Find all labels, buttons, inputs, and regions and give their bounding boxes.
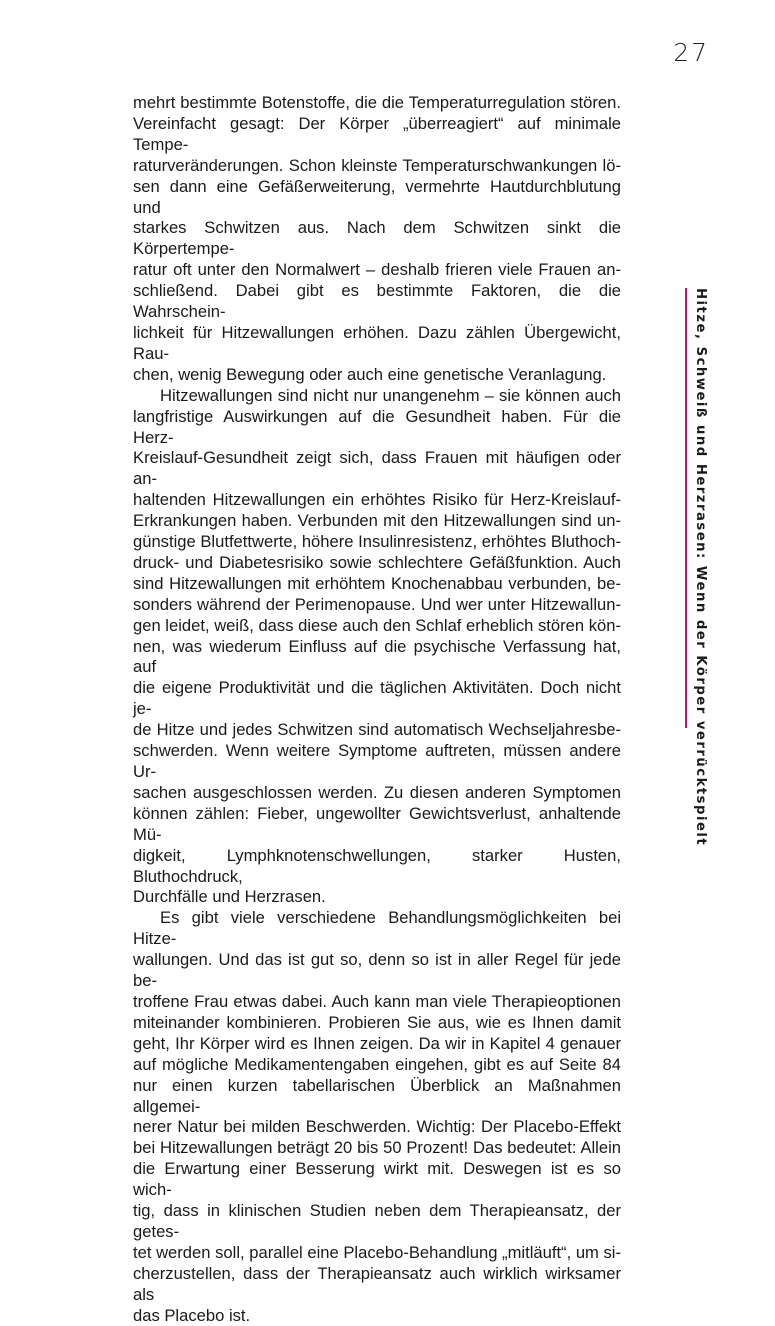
text-line: miteinander kombinieren. Probieren Sie aus, wie es Ihnen damit [133,1012,621,1032]
text-line: nerer Natur bei milden Beschwerden. Wichtig: Der Placebo-Effekt [133,1117,621,1137]
text-line: Es gibt viele verschiedene Behandlungsmöglichkeiten bei Hitze- [133,908,621,949]
text-line: das Placebo ist. [133,1305,251,1325]
text-line: können zählen: Fieber, ungewollter Gewichtsverlust, anhaltende Mü- [133,803,621,844]
text-line: sen dann eine Gefäßerweiterung, vermehrte Hautdurchblutung und [133,176,621,217]
text-line: wallungen. Und das ist gut so, denn so ist in aller Regel für jede be- [133,950,621,991]
chapter-side-title: Hitze, Schweiß und Herzrasen: Wenn der Körper verrücktspielt [693,288,708,847]
text-line: die Erwartung einer Besserung wirkt mit. Deswegen ist es so wich- [133,1159,621,1200]
text-line: Kreislauf-Gesundheit zeigt sich, dass Frauen mit häufigen oder an- [133,448,621,489]
text-line: raturveränderungen. Schon kleinste Temperaturschwankungen lö- [133,155,621,175]
text-line: gen leidet, weiß, dass diese auch den Schlaf erheblich stören kön- [133,615,621,635]
text-line: tet werden soll, parallel eine Placebo-Behandlung „mitläuft“, um si- [133,1242,621,1262]
text-line: haltenden Hitzewallungen ein erhöhtes Risiko für Herz-Kreislauf- [133,490,621,510]
text-line: günstige Blutfettwerte, höhere Insulinresistenz, erhöhtes Bluthoch- [133,532,621,552]
text-line: de Hitze und jedes Schwitzen sind automatisch Wechseljahresbe- [133,720,621,740]
text-line: ratur oft unter den Normalwert – deshalb frieren viele Frauen an- [133,260,621,280]
text-line: druck- und Diabetesrisiko sowie schlechtere Gefäßfunktion. Auch [133,552,621,572]
text-line: langfristige Auswirkungen auf die Gesundheit haben. Für die Herz- [133,406,621,447]
text-line: sonders während der Perimenopause. Und wer unter Hitzewallun- [133,594,621,614]
text-line: bei Hitzewallungen beträgt 20 bis 50 Prozent! Das bedeutet: Allein [133,1138,621,1158]
text-line: schließend. Dabei gibt es bestimmte Faktoren, die die Wahrschein- [133,281,621,322]
text-line: Erkrankungen haben. Verbunden mit den Hitzewallungen sind un- [133,511,621,531]
page-number: 27 [673,38,709,67]
text-line: troffene Frau etwas dabei. Auch kann man viele Therapieoptionen [133,991,621,1011]
text-line: digkeit, Lymphknotenschwellungen, starker Husten, Bluthochdruck, [133,845,621,886]
text-line: schwerden. Wenn weitere Symptome auftreten, müssen andere Ur- [133,741,621,781]
text-line: chen, wenig Bewegung oder auch eine genetische Veranlagung. [133,364,607,384]
text-line: mehrt bestimmte Botenstoffe, die die Temperaturregulation stören. [133,93,621,112]
text-line: nur einen kurzen tabellarischen Überblick an Maßnahmen allgemei- [133,1075,621,1116]
text-line: Vereinfacht gesagt: Der Körper „überreagiert“ auf minimale Tempe- [133,113,621,154]
text-line: Hitzewallungen sind nicht nur unangenehm – sie können auch [160,385,621,405]
text-line: nen, was wiederum Einfluss auf die psychische Verfassung hat, auf [133,636,621,677]
side-accent-rule [685,288,687,728]
text-line: starkes Schwitzen aus. Nach dem Schwitzen sinkt die Körpertempe- [133,218,621,259]
text-line: geht, Ihr Körper wird es Ihnen zeigen. Da wir in Kapitel 4 genauer [133,1033,621,1053]
text-line: die eigene Produktivität und die täglichen Aktivitäten. Doch nicht je- [133,678,621,719]
text-line: auf mögliche Medikamentengaben eingehen, gibt es auf Seite 84 [133,1054,621,1074]
text-line: sachen ausgeschlossen werden. Zu diesen anderen Symptomen [133,782,621,802]
body-text [133,93,621,1326]
text-line: cherzustellen, dass der Therapieansatz auch wirklich wirksamer als [133,1263,621,1304]
text-line: tig, dass in klinischen Studien neben dem Therapieansatz, der getes- [133,1201,621,1241]
text-line: Durchfälle und Herzrasen. [133,887,326,907]
text-line: sind Hitzewallungen mit erhöhtem Knochenabbau verbunden, be- [133,573,621,593]
text-line: lichkeit für Hitzewallungen erhöhen. Dazu zählen Übergewicht, Rau- [133,322,621,363]
